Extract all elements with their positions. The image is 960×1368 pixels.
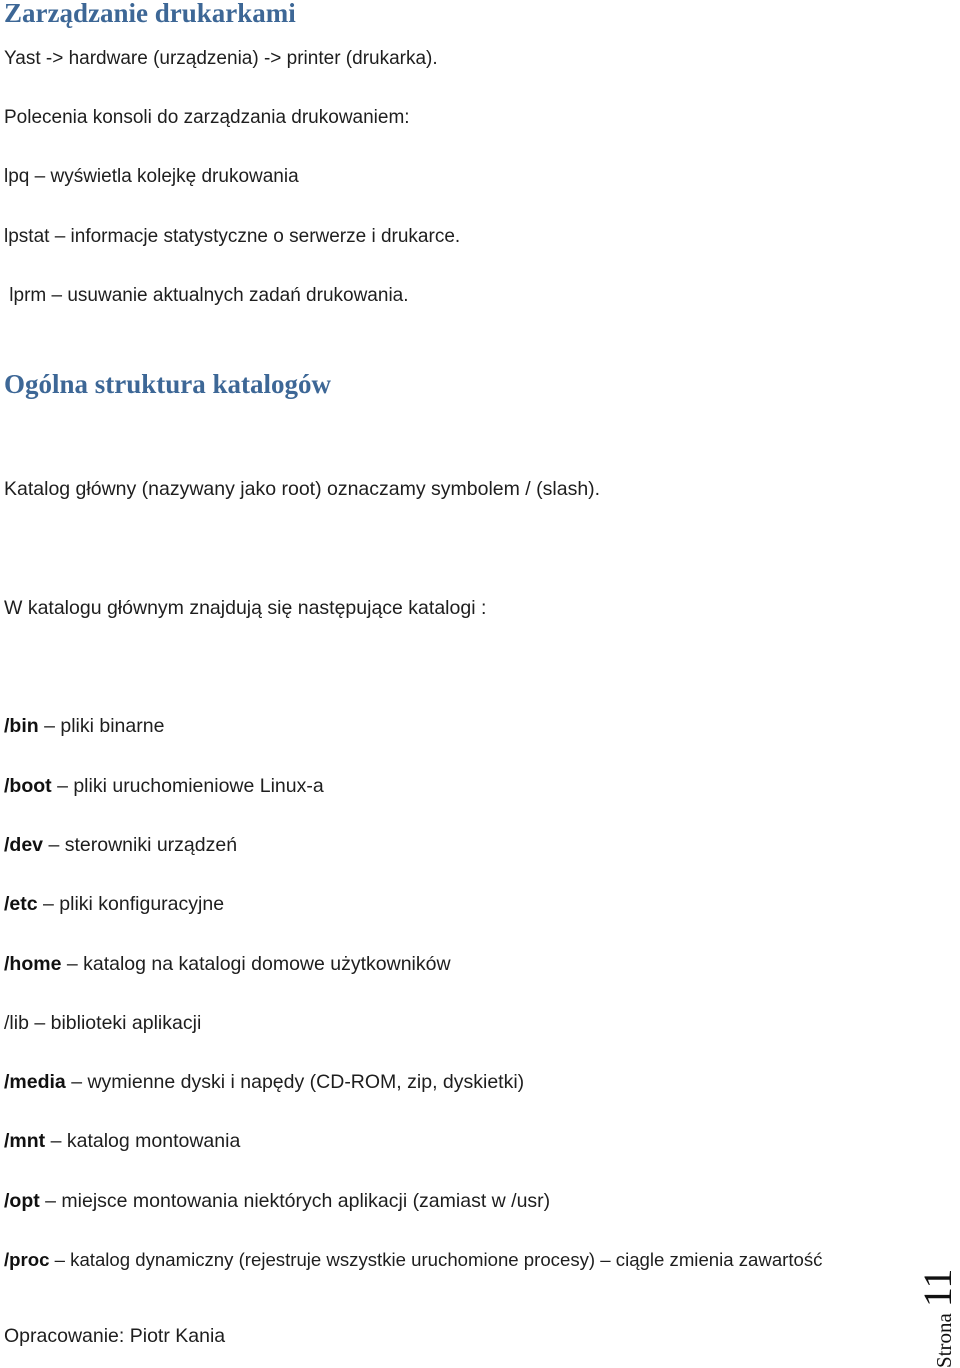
section-heading-directory-structure: Ogólna struktura katalogów bbox=[4, 369, 332, 399]
page-number-marker bbox=[915, 1248, 960, 1368]
directory-item-media bbox=[4, 1073, 524, 1093]
directory-name: /mnt bbox=[4, 1130, 46, 1152]
directory-description: – katalog na katalogi domowe użytkowników bbox=[61, 953, 451, 975]
directory-item-lib bbox=[4, 1014, 201, 1034]
directory-item-home bbox=[4, 955, 451, 975]
paragraph-root-contents: W katalogu głównym znajdują się następujące katalogi : bbox=[4, 597, 487, 619]
paragraph-lpq: lpq – wyświetla kolejkę drukowania bbox=[4, 166, 299, 187]
directory-description: – pliki binarne bbox=[38, 715, 165, 737]
directory-item-proc bbox=[4, 1251, 822, 1270]
directory-description: – katalog dynamiczny (rejestruje wszystkie uruchomione procesy) – ciągle zmienia zawartość bbox=[49, 1249, 823, 1270]
directory-description: – wymienne dyski i napędy (CD-ROM, zip, dyskietki) bbox=[65, 1071, 525, 1093]
directory-item-boot bbox=[4, 777, 324, 797]
directory-item-dev bbox=[4, 836, 237, 856]
directory-description: – biblioteki aplikacji bbox=[28, 1012, 202, 1034]
directory-item-opt bbox=[4, 1192, 550, 1212]
directory-name: /home bbox=[4, 953, 62, 975]
paragraph-yast-path: Yast -> hardware (urządzenia) -> printer (drukarka). bbox=[4, 48, 438, 69]
page-label: Strona bbox=[932, 1313, 956, 1368]
directory-name: /opt bbox=[4, 1190, 40, 1212]
paragraph-console-commands: Polecenia konsoli do zarządzania drukowaniem: bbox=[4, 107, 410, 128]
page-number: 11 bbox=[915, 1268, 960, 1308]
directory-description: – pliki konfiguracyjne bbox=[37, 893, 225, 915]
section-heading-printers: Zarządzanie drukarkami bbox=[4, 0, 296, 28]
directory-name: /lib bbox=[4, 1012, 29, 1034]
directory-description: – katalog montowania bbox=[45, 1130, 241, 1152]
directory-name: /dev bbox=[4, 834, 44, 856]
directory-name: /etc bbox=[4, 893, 38, 915]
directory-item-bin bbox=[4, 717, 164, 737]
directory-name: /proc bbox=[4, 1249, 50, 1270]
paragraph-lpstat: lpstat – informacje statystyczne o serwerze i drukarce. bbox=[4, 226, 461, 247]
paragraph-root-directory: Katalog główny (nazywany jako root) oznaczamy symbolem / (slash). bbox=[4, 478, 601, 500]
directory-item-etc bbox=[4, 895, 224, 915]
directory-description: – sterowniki urządzeń bbox=[43, 834, 238, 856]
directory-item-mnt bbox=[4, 1132, 240, 1152]
footer-author: Opracowanie: Piotr Kania bbox=[4, 1325, 226, 1347]
directory-description: – pliki uruchomieniowe Linux-a bbox=[51, 775, 324, 797]
directory-name: /bin bbox=[4, 715, 39, 737]
paragraph-lprm: lprm – usuwanie aktualnych zadań drukowania. bbox=[4, 285, 409, 306]
directory-description: – miejsce montowania niektórych aplikacji (zamiast w /usr) bbox=[39, 1190, 551, 1212]
directory-name: /boot bbox=[4, 775, 52, 797]
directory-name: /media bbox=[4, 1071, 66, 1093]
